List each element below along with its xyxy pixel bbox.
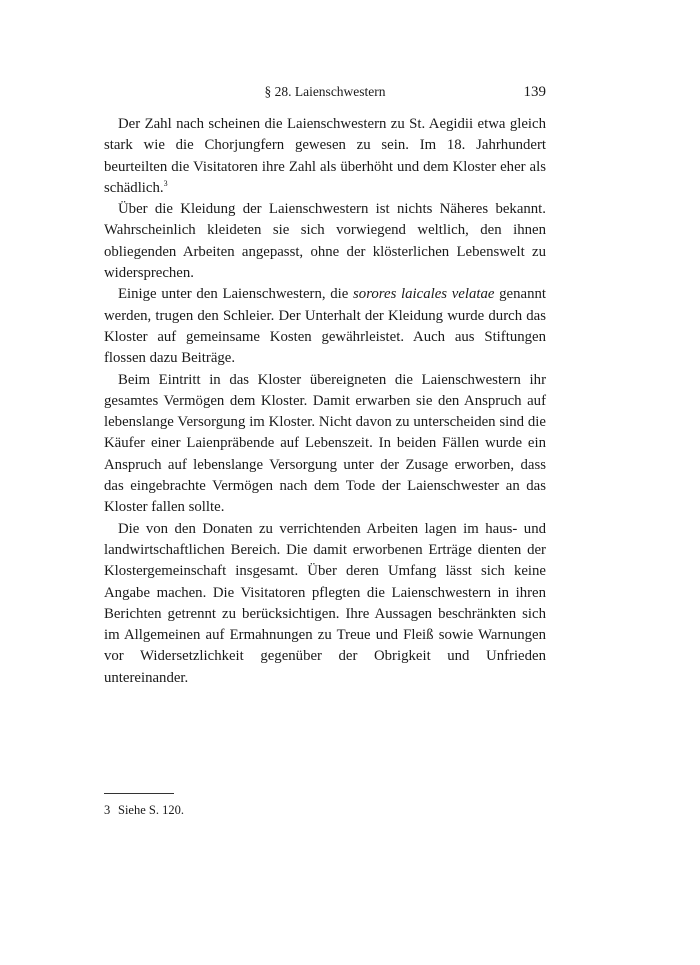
latin-term: sorores laicales velatae: [353, 286, 495, 303]
footnote-number: 3: [104, 803, 111, 817]
page-number: 139: [523, 84, 546, 100]
section-title: § 28. Laienschwestern: [264, 84, 386, 99]
paragraph-text: Einige unter den Laienschwestern, die: [118, 286, 354, 303]
paragraph: [104, 199, 546, 284]
footnote-divider: [104, 793, 174, 794]
paragraph-text: genannt werden, trugen den Schleier. Der Unterhalt der Kleidung wurde durch das Kloster auf gemeinsame Kosten gewährleistet. Auch aus Stiftungen flossen dazu Beiträge.: [104, 286, 546, 367]
paragraph: [104, 114, 546, 199]
paragraph: [104, 284, 546, 369]
paragraph-text: Beim Eintritt in das Kloster übereigneten die Laienschwestern ihr gesamtes Vermögen dem Kloster. Damit erwarben sie den Anspruch auf lebenslange Versorgung im Kloster. Nicht davon zu unterscheiden sind die Käufer einer Laienpräbende auf Lebenszeit. In beiden Fällen wurde ein Anspruch auf lebenslange Versorgung unter der Zusage erworben, dass das eingebrachte Vermögen nach dem Tode der Laienschwester an das Kloster fallen sollte.: [104, 371, 546, 516]
paragraph-text: Die von den Donaten zu verrichtenden Arbeiten lagen im haus- und landwirtschaftlichen Bereich. Die damit erworbenen Erträge dienten der Klostergemeinschaft insgesamt. Über deren Umfang lässt sich keine Angabe machen. Die Visitatoren pflegten die Laienschwestern in ihren Berichten getrennt zu berücksichtigen. Ihre Aussagen beschränkten sich im Allgemeinen auf Ermahnungen zu Treue und Fleiß sowie Warnungen vor Widersetzlichkeit gegenüber der Obrigkeit und Unfrieden untereinander.: [104, 520, 546, 686]
paragraph-text: Über die Kleidung der Laienschwestern ist nichts Näheres bekannt. Wahrscheinlich kleideten sie sich vorwiegend weltlich, den ihnen obliegenden Arbeiten angepasst, ohne der klösterlichen Lebenswelt zu widersprechen.: [104, 201, 546, 282]
footnote-ref: 3: [163, 178, 168, 188]
paragraph-text: Der Zahl nach scheinen die Laienschwestern zu St. Aegidii etwa gleich stark wie die Chorjungfern gewesen zu sein. Im 18. Jahrhundert beurteilten die Visitatoren ihre Zahl als überhöht und dem Kloster eher als schädlich.: [104, 116, 546, 196]
body-text: [104, 114, 546, 689]
paragraph: [104, 519, 546, 689]
footnote: [104, 802, 546, 818]
footnote-text: Siehe S. 120.: [118, 803, 184, 817]
paragraph: [104, 370, 546, 519]
running-header: [104, 84, 546, 104]
